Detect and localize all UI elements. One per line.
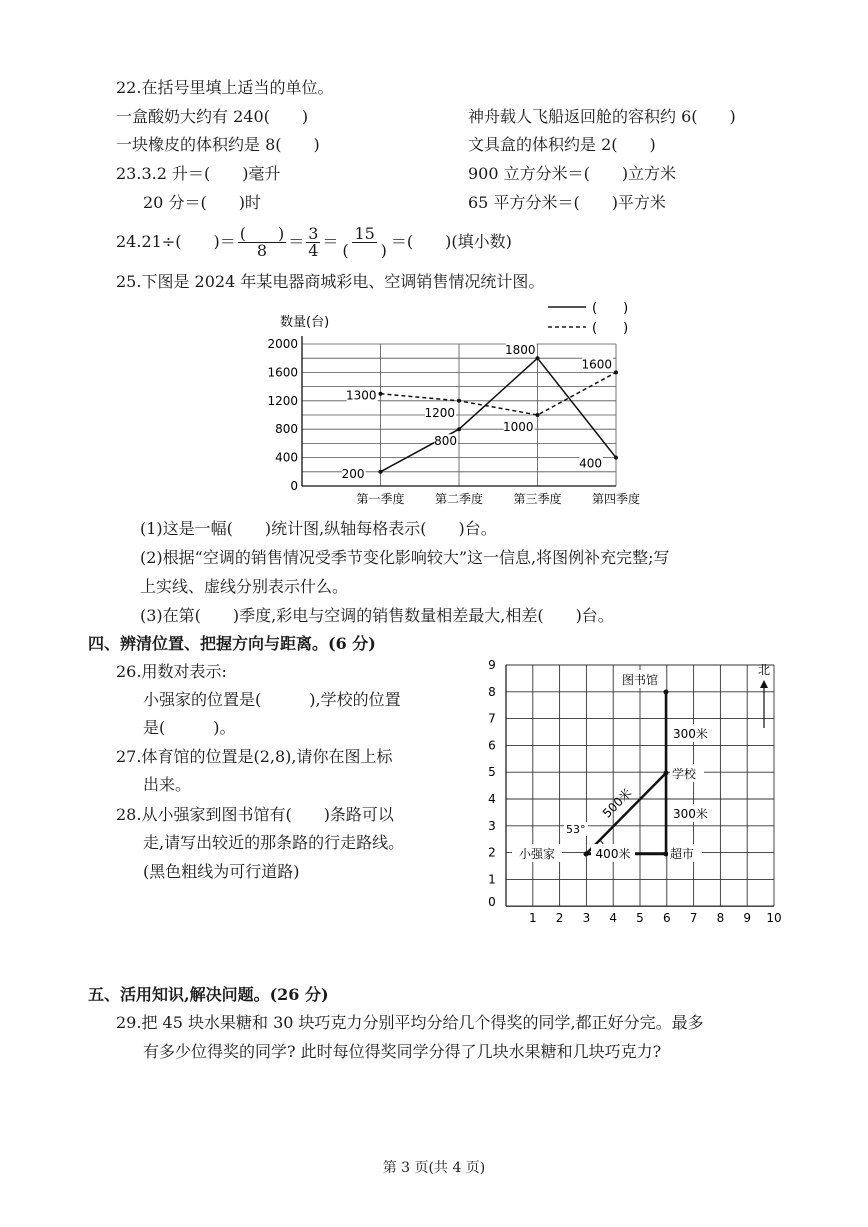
- chart-point: [457, 399, 461, 403]
- q23-item-c: 20 分＝( )时: [143, 193, 261, 212]
- north-arrow-head: [760, 680, 768, 688]
- chart-data-label: 400: [579, 456, 602, 471]
- map-x-tick-label: 1: [528, 911, 537, 926]
- map-y-ticks: [488, 658, 496, 909]
- map-x-tick-label: 3: [582, 911, 591, 926]
- map-y-tick-label: 5: [488, 765, 496, 780]
- map-y-tick-label: 9: [488, 658, 496, 672]
- chart-x-ticks: [356, 491, 640, 506]
- chart-x-tick-label: 第四季度: [591, 492, 641, 506]
- chart-y-tick-label: 1600: [267, 365, 298, 380]
- q23-item-d: 65 平方分米＝( )平方米: [468, 193, 666, 212]
- q23-item-a: 23.3.2 升＝( )毫升: [116, 164, 281, 183]
- library-point: [664, 690, 669, 695]
- legend: [548, 301, 628, 336]
- q24-fraction-1: [238, 226, 287, 259]
- q29-line2: 有多少位得奖的同学? 此时每位得奖同学分得了几块水果糖和几块巧克力?: [143, 1042, 662, 1061]
- map-y-tick-label: 0: [488, 895, 496, 910]
- map-y-tick-label: 7: [488, 711, 496, 726]
- chart-y-axis-title: 数量(台): [280, 315, 330, 330]
- q25-part2-line2: 上实线、虚线分别表示什么。: [140, 577, 349, 596]
- q22-item-d: 文具盒的体积约是 2( ): [468, 135, 656, 154]
- map-x-tick-label: 10: [766, 911, 782, 926]
- q24-prefix: 24.21÷( )＝: [116, 232, 236, 251]
- q25-part1: (1)这是一幅( )统计图,纵轴每格表示( )台。: [140, 519, 497, 538]
- school-label: 学校: [672, 767, 697, 781]
- q25-title: 25.下图是 2024 年某电器商城彩电、空调销售情况统计图。: [116, 272, 545, 291]
- market-label: 超市: [670, 847, 695, 861]
- chart-y-ticks: [267, 337, 298, 493]
- distance-400: 400米: [595, 847, 631, 861]
- road-home-school: [586, 773, 666, 854]
- chart-point: [379, 470, 383, 474]
- map-roads: [584, 690, 669, 857]
- q24-fraction-3: [340, 226, 389, 259]
- chart-y-tick-label: 800: [275, 422, 298, 437]
- chart-y-tick-label: 400: [275, 450, 298, 465]
- chart-series: [342, 343, 618, 481]
- map-grid: [506, 665, 774, 906]
- map-y-tick-label: 8: [488, 684, 496, 699]
- q25-part3: (3)在第( )季度,彩电与空调的销售数量相差最大,相差( )台。: [140, 606, 614, 625]
- page-footer: 第 3 页(共 4 页): [382, 1160, 486, 1176]
- q24-fraction-3-num: 15: [354, 224, 375, 243]
- legend-solid-label: ( ): [592, 301, 629, 316]
- q22-item-a: 一盒酸奶大约有 240( ): [116, 107, 309, 126]
- chart-point: [614, 456, 618, 460]
- map-x-tick-label: 9: [743, 911, 752, 926]
- library-label: 图书馆: [621, 673, 659, 687]
- q27-line1: 27.体育馆的位置是(2,8),请你在图上标: [116, 747, 393, 766]
- chart-data-label: 1800: [504, 343, 536, 358]
- chart-y-tick-label: 0: [290, 479, 298, 493]
- q24-fraction-2-num: 3: [308, 224, 319, 243]
- q24-equation: 24.21÷( )＝ $\frac{( )}{8}$ ＝ $\frac{3}{4}$ ＝ $\frac{15}{( )}$ ＝( )(填小数): [116, 224, 512, 260]
- chart-data-label: 800: [434, 434, 457, 449]
- sales-line-chart: [240, 298, 660, 518]
- chart-y-tick-label: 2000: [267, 337, 298, 351]
- chart-data-label: 1000: [502, 420, 534, 434]
- chart-point: [536, 356, 540, 360]
- market-point: [664, 852, 669, 857]
- map-y-tick-label: 2: [488, 845, 496, 860]
- home-label: 小强家: [518, 847, 556, 861]
- chart-x-tick-label: 第二季度: [434, 492, 484, 506]
- angle-label: 53°: [566, 823, 586, 836]
- chart-data-label: 1600: [581, 357, 612, 372]
- map-y-tick-label: 6: [488, 738, 496, 753]
- chart-x-tick-label: 第一季度: [356, 492, 405, 506]
- distance-300-bottom: 300米: [673, 807, 708, 821]
- map-x-tick-label: 6: [662, 911, 671, 926]
- map-x-tick-label: 2: [555, 911, 564, 926]
- q24-fraction-3-den: ( ): [342, 241, 387, 260]
- q22-title: 22.在括号里填上适当的单位。: [116, 78, 334, 97]
- chart-grid: [302, 336, 616, 486]
- q24-fraction-1-num: ( ): [239, 224, 285, 243]
- q22-item-b: 神舟载人飞船返回舱的容积约 6( ): [468, 107, 736, 126]
- map-y-tick-label: 3: [488, 818, 496, 833]
- q25-part2-line1: (2)根据“空调的销售情况受季节变化影响较大”这一信息,将图例补充完整;写: [140, 548, 670, 567]
- map-y-tick-label: 4: [488, 792, 496, 806]
- q28-line3: (黑色粗线为可行道路): [143, 862, 300, 881]
- q28-line1: 28.从小强家到图书馆有( )条路可以: [116, 805, 394, 824]
- map-labels: [512, 670, 710, 862]
- q24-fraction-2-den: 4: [308, 241, 319, 260]
- q26-line3: 是( )。: [143, 718, 236, 737]
- chart-point: [379, 392, 383, 396]
- position-grid-map: [460, 656, 790, 926]
- north-label: 北: [757, 663, 771, 677]
- distance-300-top: 300米: [673, 727, 708, 741]
- q24-fraction-1-den: 8: [256, 241, 268, 260]
- chart-point: [614, 370, 618, 374]
- map-y-tick-label: 1: [488, 872, 496, 887]
- home-point: [584, 852, 589, 857]
- map-x-tick-label: 8: [716, 911, 725, 926]
- section4-title: 四、辨清位置、把握方向与距离。(6 分): [88, 634, 376, 653]
- q22-item-c: 一块橡皮的体积约是 8( ): [116, 135, 320, 154]
- chart-data-label: 1300: [345, 388, 377, 403]
- q27-line2: 出来。: [143, 775, 192, 794]
- map-x-tick-label: 4: [609, 911, 618, 926]
- section5-title: 五、活用知识,解决问题。(26 分): [88, 985, 329, 1004]
- map-x-tick-label: 7: [689, 911, 698, 926]
- q23-item-b: 900 立方分米＝( )立方米: [468, 164, 677, 183]
- school-point: [664, 771, 669, 776]
- q29-line1: 29.把 45 块水果糖和 30 块巧克力分别平均分给几个得奖的同学,都正好分完。最多: [116, 1013, 704, 1032]
- q26-line1: 26.用数对表示:: [116, 662, 227, 681]
- map-x-ticks: [529, 911, 782, 925]
- q24-fraction-2: [306, 226, 320, 259]
- distance-500: 500米: [599, 785, 635, 821]
- chart-y-tick-label: 1200: [267, 393, 298, 408]
- chart-point: [457, 427, 461, 431]
- chart-data-label: 1200: [424, 405, 455, 420]
- q28-line2: 走,请写出较近的那条路的行走路线。: [143, 833, 405, 852]
- chart-x-tick-label: 第三季度: [513, 492, 562, 506]
- legend-dashed-label: ( ): [592, 321, 629, 336]
- chart-point: [536, 413, 540, 417]
- q26-line2: 小强家的位置是( ),学校的位置: [143, 690, 401, 709]
- map-x-tick-label: 5: [636, 911, 644, 926]
- q24-suffix: ＝( )(填小数): [390, 232, 512, 251]
- chart-data-label: 200: [341, 466, 365, 481]
